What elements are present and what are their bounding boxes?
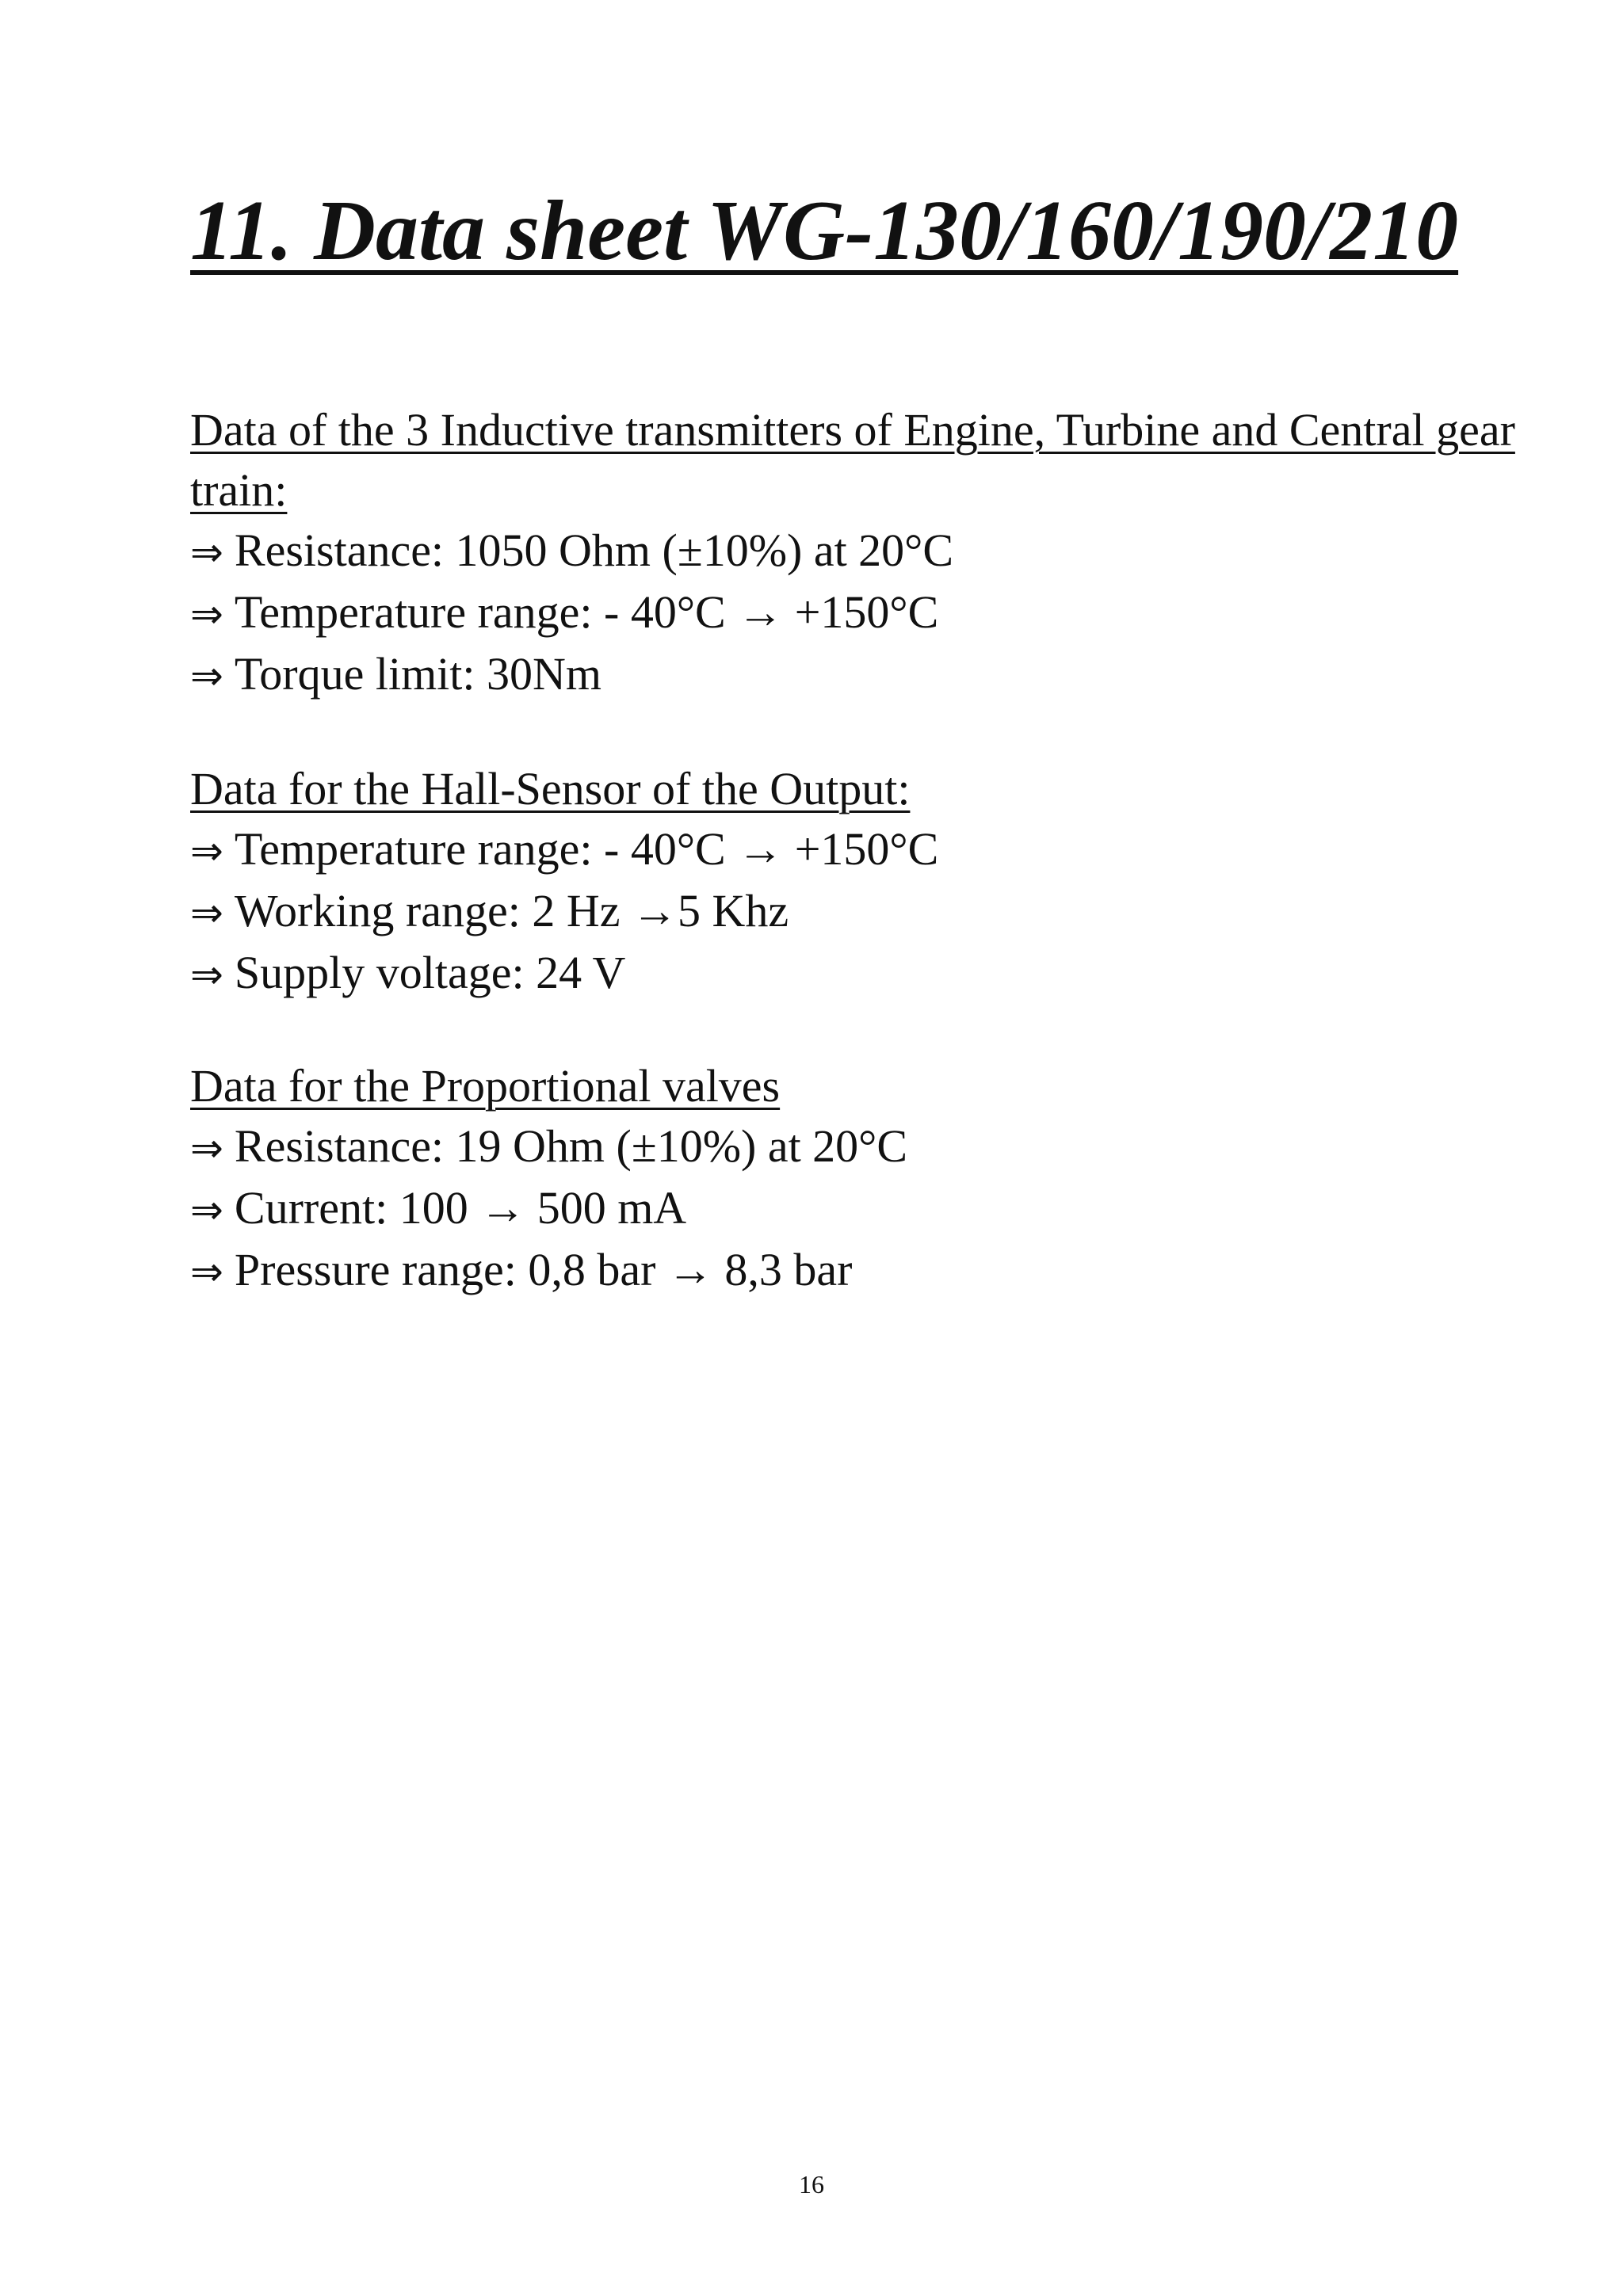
list-item-text: Current: 100 → 500 mA	[234, 1182, 687, 1234]
list-item	[190, 1116, 1553, 1178]
list-item-text: Resistance: 1050 Ohm (±10%) at 20°C	[234, 524, 954, 576]
double-arrow-icon: ⇒	[190, 890, 223, 936]
list-item-text: Supply voltage: 24 V	[234, 947, 626, 998]
list-item	[190, 521, 1553, 582]
list-item	[190, 881, 1553, 943]
section-inductive-transmitters	[190, 400, 1553, 706]
double-arrow-icon: ⇒	[190, 828, 223, 874]
list-item-text: Resistance: 19 Ohm (±10%) at 20°C	[234, 1120, 908, 1172]
section-heading: Data for the Proportional valves	[190, 1060, 781, 1112]
double-arrow-icon: ⇒	[190, 1125, 223, 1171]
double-arrow-icon: ⇒	[190, 591, 223, 637]
list-item-text: Pressure range: 0,8 bar → 8,3 bar	[234, 1244, 853, 1295]
section-hall-sensor	[190, 759, 1553, 1005]
list-item	[190, 819, 1553, 881]
list-item	[190, 582, 1553, 644]
list-item-text: Temperature range: - 40°C → +150°C	[234, 823, 939, 875]
double-arrow-icon: ⇒	[190, 1249, 223, 1295]
double-arrow-icon: ⇒	[190, 529, 223, 575]
list-item-text: Torque limit: 30Nm	[234, 648, 602, 700]
section-heading: Data for the Hall-Sensor of the Output:	[190, 763, 911, 814]
double-arrow-icon: ⇒	[190, 952, 223, 997]
double-arrow-icon: ⇒	[190, 653, 223, 699]
list-item	[190, 1178, 1553, 1240]
list-item	[190, 943, 1553, 1005]
list-item-text: Temperature range: - 40°C → +150°C	[234, 586, 939, 638]
double-arrow-icon: ⇒	[190, 1187, 223, 1233]
list-item	[190, 1240, 1553, 1302]
page-title: 11. Data sheet WG-130/160/190/210	[190, 184, 1459, 278]
page-number: 16	[799, 2170, 824, 2199]
list-item-text: Working range: 2 Hz →5 Khz	[234, 885, 789, 936]
list-item	[190, 644, 1553, 706]
section-heading: Data of the 3 Inductive transmitters of Engine, Turbine and Central gear train:	[190, 404, 1515, 516]
section-proportional-valves	[190, 1056, 1553, 1302]
